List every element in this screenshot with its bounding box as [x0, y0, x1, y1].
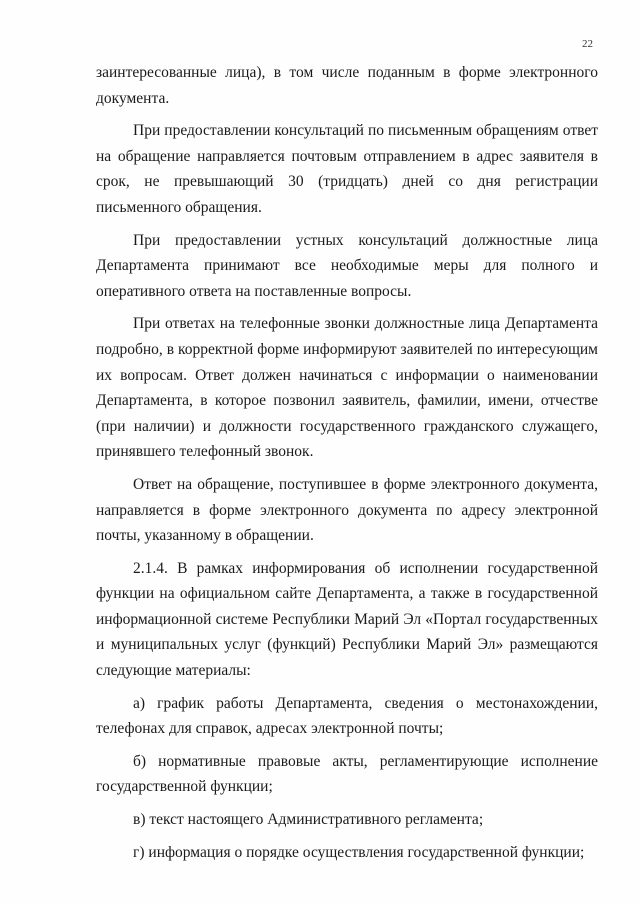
paragraph-section-2-1-4: 2.1.4. В рамках информирования об исполнении государственной функции на официальном сайте Департамента, а также в государственной информационной системе Республики Марий Эл «Портал государственных и муниципальных услуг (функций) Республики Марий Эл» размещаются следующие материалы:: [96, 559, 598, 680]
paragraph-continuation: заинтересованные лица), в том числе поданным в форме электронного документа.: [96, 64, 598, 107]
list-item-v: в) текст настоящего Административного регламента;: [133, 811, 484, 829]
paragraph-oral-consultations: При предоставлении устных консультаций должностные лица Департамента принимают все необходимые меры для полного и оперативного ответа на поставленные вопросы.: [96, 231, 598, 300]
page-number: 22: [582, 38, 593, 50]
list-item-b: б) нормативные правовые акты, регламентирующие исполнение государственной функции;: [96, 752, 598, 796]
list-item-a: а) график работы Департамента, сведения о местонахождении, телефонах для справок, адресах электронной почты;: [96, 694, 598, 738]
paragraph-phone-calls: При ответах на телефонные звонки должностные лица Департамента подробно, в корректной форме информируют заявителей по интересующим их вопросам. Ответ должен начинаться с информации о наименовании Департамента, в которое позвонил заявитель, фамилии, имени, отчестве (при наличии) и должности государственного гражданского служащего, принявшего телефонный звонок.: [96, 315, 598, 461]
list-item-g: г) информация о порядке осуществления государственной функции;: [133, 843, 585, 861]
document-body: [96, 60, 598, 872]
paragraph-written-consultations: При предоставлении консультаций по письменным обращениям ответ на обращение направляется почтовым отправлением в адрес заявителя в срок, не превышающий 30 (тридцать) дней со дня регистрации письменного обращения.: [96, 122, 598, 216]
paragraph-electronic-response: Ответ на обращение, поступившее в форме электронного документа, направляется в форме электронного документа по адресу электронной почты, указанному в обращении.: [96, 475, 598, 545]
